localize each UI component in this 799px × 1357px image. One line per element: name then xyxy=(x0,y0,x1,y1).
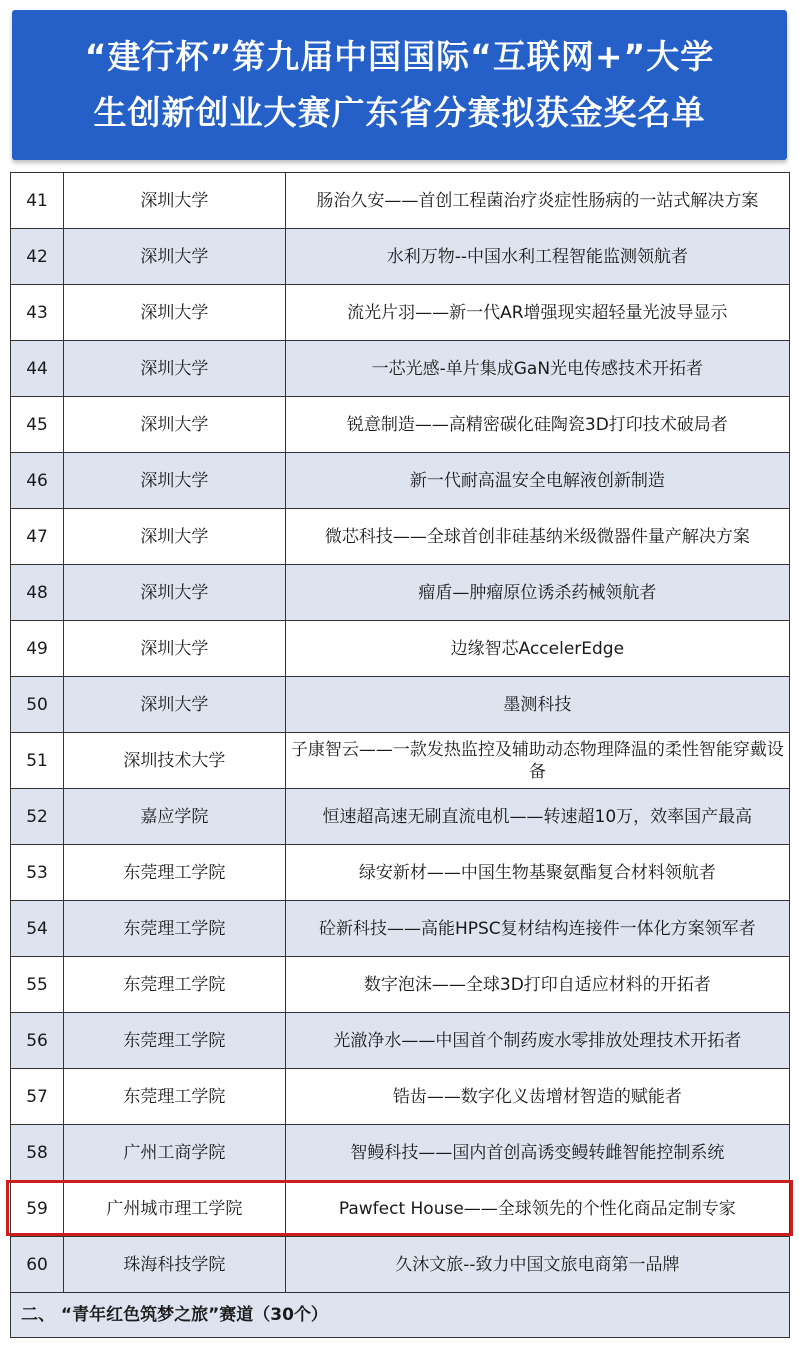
project-name: 墨测科技 xyxy=(285,677,789,733)
title-line-2: 生创新创业大赛广东省分赛拟获金奖名单 xyxy=(93,93,706,132)
project-name: 锆齿——数字化义齿增材智造的赋能者 xyxy=(285,1069,789,1125)
school-name: 珠海科技学院 xyxy=(64,1237,286,1293)
row-number: 58 xyxy=(11,1125,64,1181)
project-name: 恒速超高速无刷直流电机——转速超10万，效率国产最高 xyxy=(285,789,789,845)
project-name: 肠治久安——首创工程菌治疗炎症性肠病的一站式解决方案 xyxy=(285,173,789,229)
row-number: 57 xyxy=(11,1069,64,1125)
row-number: 59 xyxy=(11,1181,64,1237)
table-row xyxy=(11,1013,790,1069)
table-row xyxy=(11,1237,790,1293)
table-row xyxy=(11,845,790,901)
title-line-1: “建行杯”第九届中国国际“互联网+”大学 xyxy=(84,37,715,76)
project-name: 数字泡沫——全球3D打印自适应材料的开拓者 xyxy=(285,957,789,1013)
school-name: 深圳大学 xyxy=(64,509,286,565)
project-name: 一芯光感-单片集成GaN光电传感技术开拓者 xyxy=(285,341,789,397)
row-number: 42 xyxy=(11,229,64,285)
project-name: Pawfect House——全球领先的个性化商品定制专家 xyxy=(285,1181,789,1237)
school-name: 深圳大学 xyxy=(64,397,286,453)
award-table xyxy=(10,172,790,1338)
row-number: 49 xyxy=(11,621,64,677)
table-row xyxy=(11,733,790,789)
table-row xyxy=(11,453,790,509)
table-row xyxy=(11,341,790,397)
row-number: 41 xyxy=(11,173,64,229)
table-row xyxy=(11,957,790,1013)
school-name: 东莞理工学院 xyxy=(64,1069,286,1125)
row-number: 50 xyxy=(11,677,64,733)
row-number: 48 xyxy=(11,565,64,621)
table-row xyxy=(11,621,790,677)
row-number: 55 xyxy=(11,957,64,1013)
school-name: 深圳技术大学 xyxy=(64,733,286,789)
school-name: 深圳大学 xyxy=(64,341,286,397)
school-name: 东莞理工学院 xyxy=(64,1013,286,1069)
project-name: 瘤盾—肿瘤原位诱杀药械领航者 xyxy=(285,565,789,621)
row-number: 54 xyxy=(11,901,64,957)
project-name: 久沐文旅--致力中国文旅电商第一品牌 xyxy=(285,1237,789,1293)
school-name: 深圳大学 xyxy=(64,285,286,341)
school-name: 嘉应学院 xyxy=(64,789,286,845)
row-number: 45 xyxy=(11,397,64,453)
row-number: 56 xyxy=(11,1013,64,1069)
project-name: 边缘智芯AccelerEdge xyxy=(285,621,789,677)
project-name: 砼新科技——高能HPSC复材结构连接件一体化方案领军者 xyxy=(285,901,789,957)
project-name: 子康智云——一款发热监控及辅助动态物理降温的柔性智能穿戴设备 xyxy=(285,733,789,789)
table-row xyxy=(11,229,790,285)
row-number: 52 xyxy=(11,789,64,845)
table-row xyxy=(11,901,790,957)
row-number: 46 xyxy=(11,453,64,509)
row-number: 53 xyxy=(11,845,64,901)
row-number: 51 xyxy=(11,733,64,789)
school-name: 深圳大学 xyxy=(64,565,286,621)
table-row xyxy=(11,173,790,229)
table-row xyxy=(11,789,790,845)
school-name: 深圳大学 xyxy=(64,173,286,229)
project-name: 流光片羽——新一代AR增强现实超轻量光波导显示 xyxy=(285,285,789,341)
table-row xyxy=(11,1069,790,1125)
table-row xyxy=(11,565,790,621)
table-row xyxy=(11,1125,790,1181)
table-row xyxy=(11,1181,790,1237)
school-name: 广州城市理工学院 xyxy=(64,1181,286,1237)
table-row xyxy=(11,677,790,733)
project-name: 微芯科技——全球首创非硅基纳米级微器件量产解决方案 xyxy=(285,509,789,565)
section-label: 二、 “青年红色筑梦之旅”赛道（30个） xyxy=(11,1293,790,1338)
row-number: 47 xyxy=(11,509,64,565)
row-number: 60 xyxy=(11,1237,64,1293)
project-name: 锐意制造——高精密碳化硅陶瓷3D打印技术破局者 xyxy=(285,397,789,453)
project-name: 绿安新材——中国生物基聚氨酯复合材料领航者 xyxy=(285,845,789,901)
school-name: 东莞理工学院 xyxy=(64,901,286,957)
school-name: 深圳大学 xyxy=(64,453,286,509)
project-name: 智鳗科技——国内首创高诱变鳗转雌智能控制系统 xyxy=(285,1125,789,1181)
section-header-row xyxy=(11,1293,790,1338)
row-number: 43 xyxy=(11,285,64,341)
row-number: 44 xyxy=(11,341,64,397)
table-row xyxy=(11,285,790,341)
project-name: 水利万物--中国水利工程智能监测领航者 xyxy=(285,229,789,285)
table-row xyxy=(11,509,790,565)
table-row xyxy=(11,397,790,453)
school-name: 广州工商学院 xyxy=(64,1125,286,1181)
school-name: 东莞理工学院 xyxy=(64,957,286,1013)
school-name: 深圳大学 xyxy=(64,621,286,677)
school-name: 深圳大学 xyxy=(64,229,286,285)
project-name: 光澈净水——中国首个制药废水零排放处理技术开拓者 xyxy=(285,1013,789,1069)
school-name: 深圳大学 xyxy=(64,677,286,733)
project-name: 新一代耐高温安全电解液创新制造 xyxy=(285,453,789,509)
school-name: 东莞理工学院 xyxy=(64,845,286,901)
title-banner xyxy=(12,10,787,160)
